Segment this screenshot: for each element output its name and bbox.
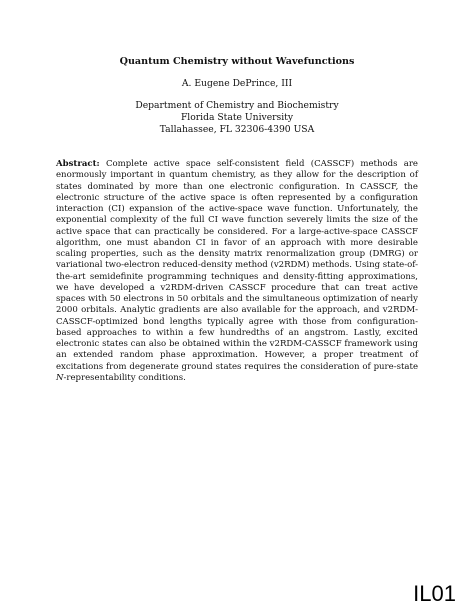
affiliation-block: [0, 100, 474, 137]
affiliation-university: Florida State University: [180, 112, 294, 124]
abstract-italic-n: N: [56, 372, 64, 383]
abstract-text-part2: -representability conditions.: [63, 372, 186, 383]
abstract-code: IL01: [413, 581, 456, 606]
affiliation-department: Department of Chemistry and Biochemistry: [135, 100, 339, 111]
abstract-text-part1: Complete active space self-consistent field (CASSCF) methods are enormously important in quantum chemistry, as they allow for the description of states dominated by more than one electronic configuration. In CASSCF, the electronic structure of the active space is often represented by a configuration interaction (CI) expansion of the active-space wave function. Unfortunately, the exponential complexity of the full CI wave function severely limits the size of the active space that can practically be considered. For a large-active-space CASSCF algorithm, one must abandon CI in favor of an approach with more desirable scaling properties, such as the density matrix renormalization group (DMRG) or variational two-electron reduced-density method (v2RDM) methods. Using state-of-the-art semidefinite programming techniques and density-fitting approximations, we have developed a v2RDM-driven CASSCF procedure that can treat active spaces with 50 electrons in 50 orbitals and the simultaneous optimization of nearly 2000 orbitals. Analytic gradients are also available for the approach, and v2RDM-CASSCF-optimized bond lengths typically agree with those from configuration-based approaches to within a few hundredths of an angstrom. Lastly, excited electronic states can also be obtained within the v2RDM-CASSCF framework using an extended random phase approximation. However, a proper treatment of excitations from degenerate ground states requires the consideration of pure-state: [56, 159, 418, 372]
abstract-label: Abstract:: [56, 159, 100, 169]
abstract-paragraph: [56, 159, 418, 384]
author-name: A. Eugene DePrince, III: [181, 78, 293, 89]
affiliation-address: Tallahassee, FL 32306-4390 USA: [159, 124, 315, 136]
paper-title: Quantum Chemistry without Wavefunctions: [119, 56, 355, 67]
